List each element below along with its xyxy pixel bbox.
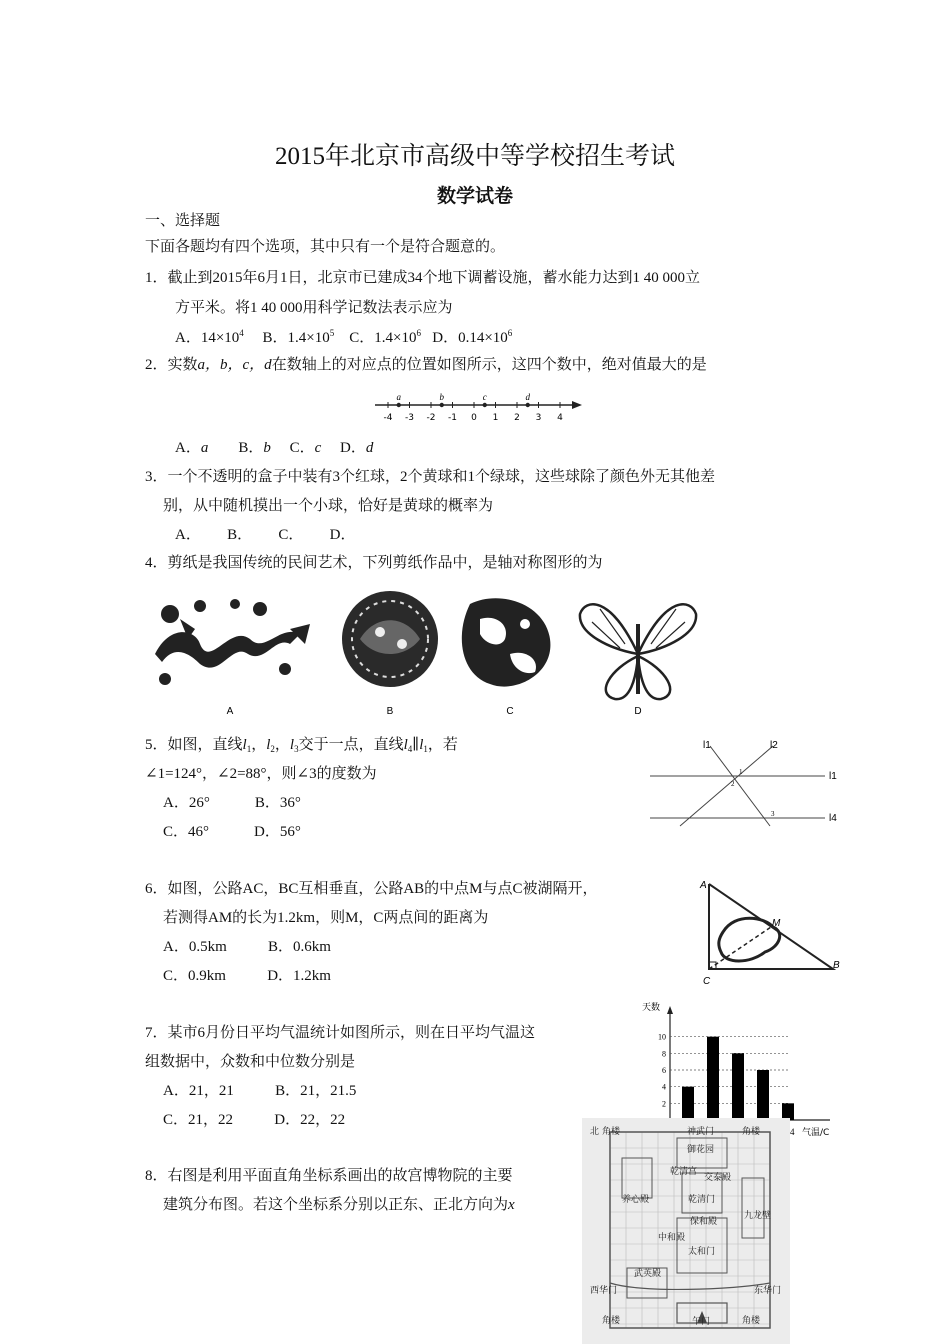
q5-options-row1 [163,794,301,812]
q1-option-a[interactable]: A．$14\times 10^4$ [175,328,244,346]
q6-fig-label-a: A [700,880,707,891]
q2-line1: 2．实数a，b，c，d在数轴上的对应点的位置如图所示，这四个数中，绝对值最大的是 [145,357,707,373]
number-line-tick-label: 0 [471,413,477,423]
q1-option-d[interactable]: D．$0.14\times 10^6$ [432,328,513,346]
map-label-corner-ne: 角楼 [742,1127,761,1137]
chart-ylabel: 天数 [642,1003,661,1013]
number-line-point-d [526,403,530,407]
exam-subtitle: 数学试卷 [436,186,513,207]
q3-line2: 别，从中随机摸出一个小球，恰好是黄球的概率为 [163,498,494,514]
q7-option-d[interactable]: D．22，22 [274,1112,346,1128]
q2-option-c[interactable]: C．c [289,440,322,456]
map-label-baohe: 保和殿 [690,1217,718,1227]
map-label-corner-nw: 角楼 [602,1127,621,1137]
map-label-corner-sw: 角楼 [602,1316,621,1326]
q2-option-a[interactable]: A．a [175,440,209,456]
map-label-donghua: 东华门 [754,1286,782,1296]
q4-line1: 4．剪纸是我国传统的民间艺术，下列剪纸作品中，是轴对称图形的为 [145,555,603,571]
chart-bar [732,1053,744,1120]
q6-triangle-figure [695,872,845,987]
q3-options [175,526,355,544]
q5-option-d[interactable]: D．56° [254,824,301,840]
map-label-jiaotai: 交泰殿 [704,1173,732,1183]
q2-options [175,439,373,457]
q3-line1: 3．一个不透明的盒子中装有3个红球，2个黄球和1个绿球，这些球除了颜色外无其他差 [145,469,716,485]
chart-xtick-tail: 4 [790,1127,795,1137]
exam-title: 2015年北京市高级中等学校招生考试 [274,143,675,170]
papercut-dragon [155,599,310,685]
number-line-point-label: b [439,392,444,402]
papercut-label-d: D [634,706,642,717]
chart-bar [707,1037,719,1120]
q3-option-b[interactable]: B． [227,527,253,543]
map-label-zhonghe: 中和殿 [658,1233,686,1243]
papercut-label-b: B [386,706,394,717]
map-label-taihe: 太和门 [688,1247,716,1257]
q7-option-c[interactable]: C．21，22 [163,1112,234,1128]
q1-option-c[interactable]: C．$1.4\times 10^6$ [349,328,421,346]
number-line-point-b [440,403,444,407]
q5-angle-2: 2 [731,780,735,788]
chart-bar [757,1070,769,1120]
q5-fig-label-l2: l2 [770,740,778,751]
chart-ytick-label: 8 [662,1049,666,1059]
papercut-round [342,591,438,687]
q1-options [175,329,512,347]
q7-options-row1 [163,1082,356,1100]
number-line-tick-label: -3 [405,413,414,423]
section-intro: 下面各题均有四个选项，其中只有一个是符合题意的。 [145,239,506,255]
number-line-tick-label: 3 [535,413,542,423]
q1-line2: 方平米。将1 40 000用科学记数法表示应为 [175,300,453,316]
map-label-shenwu: 神武门 [687,1127,715,1137]
papercut-label-a: A [226,706,234,717]
q5-options-row2 [163,823,301,841]
q7-line2: 组数据中，众数和中位数分别是 [145,1054,356,1070]
chart-ytick-label: 6 [662,1066,666,1075]
q5-option-b[interactable]: B．36° [254,795,301,811]
q2-option-b[interactable]: B．b [238,440,271,456]
number-line-figure [370,388,585,424]
q5-line2: ∠1=124°，∠2=88°，则∠3的度数为 [145,766,377,782]
q8-line1: 8．右图是利用平面直角坐标系画出的故宫博物院的主要 [145,1168,513,1184]
q3-option-a[interactable]: A． [175,527,201,543]
chart-xlabel: 气温/C [802,1128,830,1138]
papercut-figures [140,584,720,720]
q5-angle-1: 1 [739,768,743,776]
map-label-north: 北 [590,1127,600,1137]
chart-y-axis-arrow [667,1006,673,1014]
q6-options-row1 [163,938,331,956]
map-label-xihua: 西华门 [590,1286,618,1296]
number-line-tick-label: 2 [514,413,520,423]
chart-bar [682,1087,694,1120]
section-heading: 一、选择题 [145,213,221,229]
number-line-point-label: d [525,392,530,402]
map-label-wumen: 午门 [692,1317,711,1327]
q7-line1: 7．某市6月份日平均气温统计如图所示，则在日平均气温这 [145,1025,536,1041]
q8-line2: 建筑分布图。若这个坐标系分别以正东、正北方向为x [163,1197,515,1213]
map-label-corner-se: 角楼 [742,1316,761,1326]
map-label-yangxin: 养心殿 [622,1195,650,1205]
number-line-tick-label: 4 [557,413,563,423]
map-label-qianqing-men: 乾清门 [688,1195,716,1205]
q6-fig-label-m: M [772,918,781,929]
q6-option-b[interactable]: B．0.6km [268,939,331,955]
q5-fig-label-l1: l1 [703,740,711,751]
q3-option-c[interactable]: C． [278,527,304,543]
chart-ytick-label: 4 [662,1082,666,1092]
q5-line1: 5．如图，直线$l_1$，$l_2$，$l_3$交于一点，直线$l_4\parallel l_1$，若 [145,737,458,754]
map-label-qianqing-gong: 乾清宫 [670,1167,698,1177]
q6-options-row2 [163,967,331,985]
papercut-label-c: C [506,706,514,717]
number-line-tick-label: 1 [492,413,499,423]
q5-lines-figure [645,736,845,831]
q5-option-a[interactable]: A．26° [163,795,210,811]
papercut-butterfly [580,604,696,699]
q7-options-row2 [163,1111,345,1129]
q1-line1: 1．截止到2015年6月1日，北京市已建成34个地下调蓄设施，蓄水能力达到1 40 000立 [145,270,701,286]
q6-line2: 若测得AM的长为1.2km，则M，C两点间的距离为 [163,910,489,926]
number-line-point-label: a [396,392,401,402]
map-label-wuying: 武英殿 [634,1269,662,1279]
q7-option-b[interactable]: B．21，21.5 [275,1083,357,1099]
q5-option-c[interactable]: C．46° [163,824,210,840]
q6-option-c[interactable]: C．0.9km [163,968,226,984]
q5-fig-label-l4: l4 [829,813,837,824]
chart-ytick-label: 2 [662,1099,666,1109]
q3-option-d[interactable]: D． [329,527,356,543]
q2-option-d[interactable]: D．d [340,440,374,456]
q6-option-d[interactable]: D．1.2km [267,968,331,984]
q6-option-a[interactable]: A．0.5km [163,939,227,955]
map-label-jiulong: 九龙壁 [744,1211,772,1221]
q6-fig-label-c: C [703,976,711,987]
number-line-tick-label: -4 [383,413,393,423]
q5-angle-3: 3 [771,810,775,818]
q1-option-b[interactable]: B．$1.4\times 10^5$ [262,328,335,346]
number-line-tick-label: -1 [448,413,457,423]
chart-ytick-label: 10 [658,1032,666,1042]
q6-fig-label-b: B [833,960,840,971]
q7-option-a[interactable]: A．21，21 [163,1083,234,1099]
map-label-yuhua: 御花园 [687,1145,715,1155]
forbidden-city-map [582,1118,790,1344]
number-line-point-c [483,403,487,407]
number-line-point-a [397,403,401,407]
q6-line1: 6．如图，公路AC，BC互相垂直，公路AB的中点M与点C被湖隔开， [145,881,598,897]
number-line-tick-label: -2 [426,413,436,423]
number-line-point-label: c [482,392,487,402]
q5-fig-label-l1-right: l1 [829,771,837,782]
papercut-fish [462,598,551,686]
